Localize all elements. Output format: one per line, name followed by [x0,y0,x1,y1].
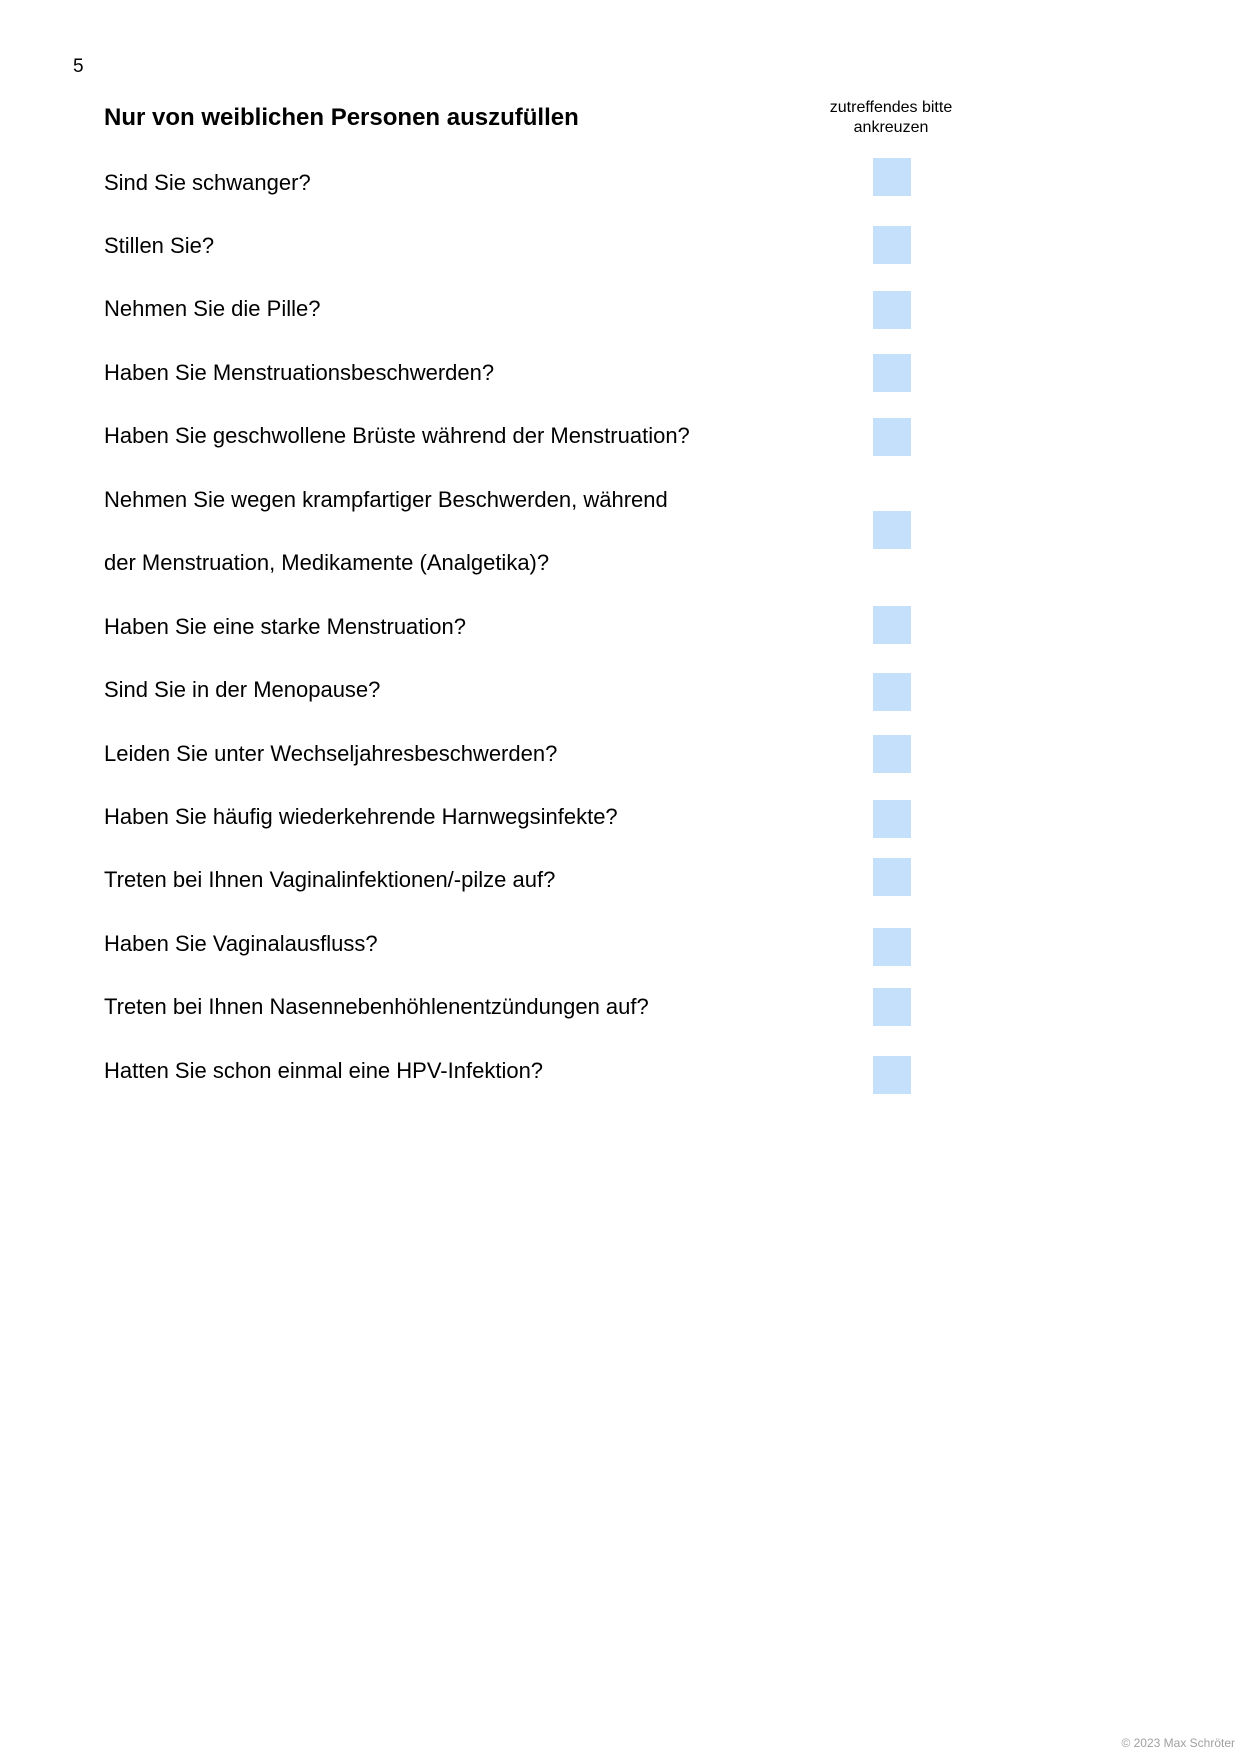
checkbox-menopause[interactable] [873,673,911,711]
column-hint-line-1: zutreffendes bitte [829,99,953,116]
question-vaginal-discharge: Haben Sie Vaginalausfluss? [104,931,378,956]
question-urinary-infections: Haben Sie häufig wiederkehrende Harnwegsinfekte? [104,804,618,829]
question-heavy-menstruation: Haben Sie eine starke Menstruation? [104,614,466,639]
checkbox-vaginal-infections[interactable] [873,858,911,896]
question-pill: Nehmen Sie die Pille? [104,296,321,321]
column-hint [816,98,966,138]
question-pregnant: Sind Sie schwanger? [104,170,311,195]
checkbox-heavy-menstruation[interactable] [873,606,911,644]
checkbox-sinusitis[interactable] [873,988,911,1026]
checkbox-pill[interactable] [873,291,911,329]
question-analgesics-line-2: der Menstruation, Medikamente (Analgetika)? [104,550,550,575]
question-vaginal-infections: Treten bei Ihnen Vaginalinfektionen/-pilze auf? [104,867,556,892]
checkbox-vaginal-discharge[interactable] [873,928,911,966]
copyright-notice: © 2023 Max Schröter [1121,1736,1235,1750]
section-title: Nur von weiblichen Personen auszufüllen [104,104,579,131]
question-menopause: Sind Sie in der Menopause? [104,677,381,702]
question-breastfeeding: Stillen Sie? [104,233,215,258]
checkbox-menopause-complaints[interactable] [873,735,911,773]
checkbox-pregnant[interactable] [873,158,911,196]
checkbox-swollen-breasts[interactable] [873,418,911,456]
checkbox-menstrual-complaints[interactable] [873,354,911,392]
column-hint-line-2: ankreuzen [853,119,929,136]
question-analgesics-line-1: Nehmen Sie wegen krampfartiger Beschwerden, während [104,487,668,512]
checkbox-breastfeeding[interactable] [873,226,911,264]
question-sinusitis: Treten bei Ihnen Nasennebenhöhlenentzündungen auf? [104,994,649,1019]
page-number: 5 [73,56,84,77]
question-menstrual-complaints: Haben Sie Menstruationsbeschwerden? [104,360,495,385]
checkbox-analgesics[interactable] [873,511,911,549]
question-swollen-breasts: Haben Sie geschwollene Brüste während der Menstruation? [104,423,690,448]
checkbox-hpv-infection[interactable] [873,1056,911,1094]
question-menopause-complaints: Leiden Sie unter Wechseljahresbeschwerden? [104,741,558,766]
checkbox-urinary-infections[interactable] [873,800,911,838]
question-hpv-infection: Hatten Sie schon einmal eine HPV-Infektion? [104,1058,544,1083]
